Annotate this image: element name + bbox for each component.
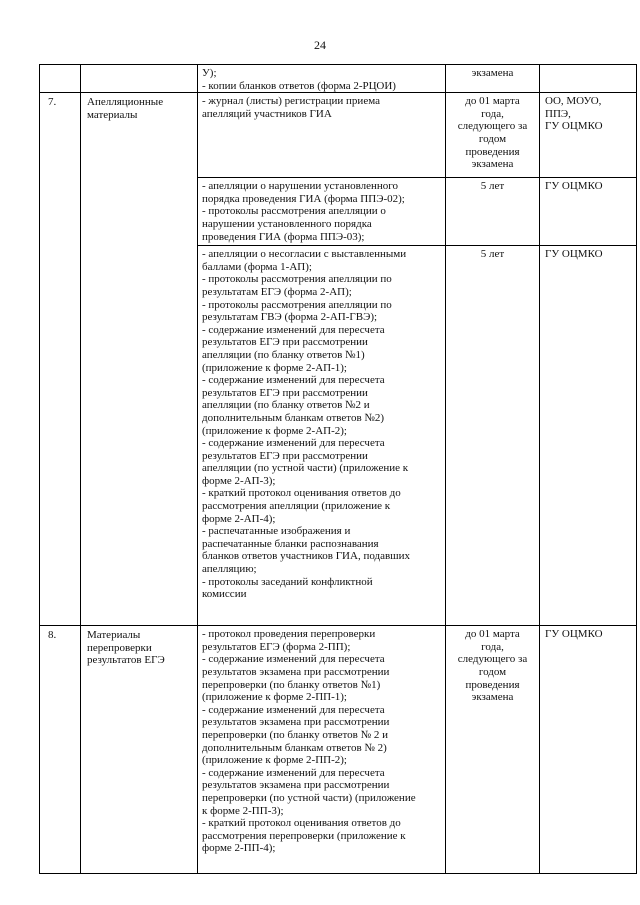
term-line: следующего за (457, 653, 528, 666)
resp-line: ГУ ОЦМКО (545, 248, 603, 261)
doc-line: нарушении установленного порядка (202, 217, 372, 230)
doc-line: - краткий протокол оценивания ответов до (202, 487, 401, 500)
doc-line: - содержание изменений для пересчета (202, 323, 385, 336)
doc-line: - апелляции о несогласии с выставленными (202, 248, 407, 261)
doc-line: к форме 2-ПП-3); (202, 804, 284, 817)
doc-line: форме 2-АП-3); (202, 474, 276, 487)
doc-line: результатов ЕГЭ при рассмотрении (202, 386, 368, 399)
name-line: перепроверки (87, 641, 152, 654)
row-number: 7. (40, 93, 81, 626)
doc-line: апелляций участников ГИА (202, 107, 332, 120)
cell-documents (198, 626, 446, 874)
doc-line: проведения ГИА (форма ППЭ-03); (202, 230, 365, 243)
term-line: экзамена (471, 158, 514, 171)
name-line: Апелляционные (87, 96, 164, 109)
resp-line: ГУ ОЦМКО (545, 120, 603, 133)
doc-line: (приложение к форме 2-АП-2); (202, 424, 347, 437)
cell-name (81, 65, 198, 93)
doc-line: - копии бланков ответов (форма 2-РЦОИ) (202, 79, 396, 92)
doc-line: - содержание изменений для пересчета (202, 374, 385, 387)
cell-documents (198, 65, 446, 93)
name-line: Материалы (87, 629, 141, 642)
doc-line: - содержание изменений для пересчета (202, 437, 385, 450)
doc-line: - распечатанные изображения и (202, 525, 351, 538)
name-line: материалы (87, 108, 138, 121)
doc-line: (приложение к форме 2-АП-1); (202, 361, 347, 374)
table-row-continuation (40, 65, 637, 93)
doc-line: распечатанные бланки распознавания (202, 537, 379, 550)
term-line: 5 лет (480, 248, 505, 261)
doc-line: перепроверки (по устной части) (приложение (202, 791, 416, 804)
doc-line: результатов экзамена при рассмотрении (202, 665, 390, 678)
doc-line: результатов ЕГЭ (форма 2-ПП); (202, 640, 351, 653)
doc-line: - апелляции о нарушении установленного (202, 180, 399, 193)
cell-documents (198, 93, 446, 178)
doc-line: - содержание изменений для пересчета (202, 766, 385, 779)
resp-line: ГУ ОЦМКО (545, 180, 603, 193)
term-line: следующего за (457, 120, 528, 133)
doc-line: результатов ЕГЭ при рассмотрении (202, 336, 368, 349)
doc-line: - журнал (листы) регистрации приема (202, 95, 380, 108)
doc-line: дополнительным бланкам ответов №2) (202, 411, 385, 424)
doc-line: - содержание изменений для пересчета (202, 653, 385, 666)
doc-line: рассмотрения перепроверки (приложение к (202, 829, 406, 842)
term-line: года, (481, 107, 504, 120)
cell-documents (198, 178, 446, 246)
doc-line: У); (202, 67, 217, 79)
doc-line: баллами (форма 1-АП); (202, 260, 312, 273)
cell-responsible (540, 178, 637, 246)
doc-line: рассмотрения апелляции (приложение к (202, 500, 391, 513)
term-line: экзамена (471, 691, 514, 704)
doc-line: - протокол проведения перепроверки (202, 628, 376, 641)
term-line: года, (481, 640, 504, 653)
table-row-8 (40, 626, 637, 874)
doc-line: результатам ЕГЭ (форма 2-АП); (202, 285, 352, 298)
cell-term (446, 626, 540, 874)
doc-line: результатов ЕГЭ при рассмотрении (202, 449, 368, 462)
cell-documents (198, 246, 446, 626)
cell-responsible (540, 246, 637, 626)
doc-line: (приложение к форме 2-ПП-1); (202, 691, 347, 704)
row-number: 8. (40, 626, 81, 874)
doc-line: - протоколы рассмотрения апелляции по (202, 298, 392, 311)
resp-line: ППЭ, (545, 107, 571, 120)
cell-responsible (540, 65, 637, 93)
cell-term (446, 178, 540, 246)
doc-line: - протоколы рассмотрения апелляции по (202, 273, 392, 286)
name-line: результатов ЕГЭ (87, 654, 165, 667)
cell-term (446, 93, 540, 178)
term-line: до 01 марта (465, 95, 520, 108)
doc-line: результатов экзамена при рассмотрении (202, 779, 390, 792)
doc-line: (приложение к форме 2-ПП-2); (202, 754, 347, 767)
resp-line: ОО, МОУО, (545, 95, 602, 108)
term-line: годом (478, 132, 507, 145)
term-line: проведения (465, 678, 520, 691)
doc-line: порядка проведения ГИА (форма ППЭ-02); (202, 192, 405, 205)
cell-responsible (540, 626, 637, 874)
doc-line: апелляции (по бланку ответов №1) (202, 348, 365, 361)
archive-table (39, 64, 637, 874)
cell-responsible (540, 93, 637, 178)
cell-term (446, 65, 540, 93)
doc-line: форме 2-АП-4); (202, 512, 276, 525)
resp-line: ГУ ОЦМКО (545, 628, 603, 641)
doc-line: - протоколы рассмотрения апелляции о (202, 205, 386, 218)
doc-line: бланков ответов участников ГИА, подавших (202, 550, 411, 563)
doc-line: апелляции (по бланку ответов №2 и (202, 399, 370, 412)
doc-line: комиссии (202, 588, 247, 601)
table-row-7 (40, 93, 637, 178)
doc-line: результатов экзамена при рассмотрении (202, 716, 390, 729)
doc-line: результатам ГВЭ (форма 2-АП-ГВЭ); (202, 311, 378, 324)
doc-line: апелляцию; (202, 563, 257, 576)
term-line: до 01 марта (465, 628, 520, 641)
doc-line: форме 2-ПП-4); (202, 842, 276, 855)
doc-line: перепроверки (по бланку ответов № 2 и (202, 728, 389, 741)
doc-line: - содержание изменений для пересчета (202, 703, 385, 716)
term-line: годом (478, 665, 507, 678)
doc-line: - краткий протокол оценивания ответов до (202, 817, 401, 830)
term-line: экзамена (471, 67, 514, 79)
term-line: 5 лет (480, 180, 505, 193)
doc-line: апелляции (по устной части) (приложение к (202, 462, 409, 475)
cell-term (446, 246, 540, 626)
doc-line: - протоколы заседаний конфликтной (202, 575, 373, 588)
page-number: 24 (314, 38, 326, 52)
doc-line: перепроверки (по бланку ответов №1) (202, 678, 381, 691)
section-name (81, 626, 198, 874)
doc-line: дополнительным бланкам ответов № 2) (202, 741, 387, 754)
section-name (81, 93, 198, 626)
term-line: проведения (465, 145, 520, 158)
cell-num (40, 65, 81, 93)
